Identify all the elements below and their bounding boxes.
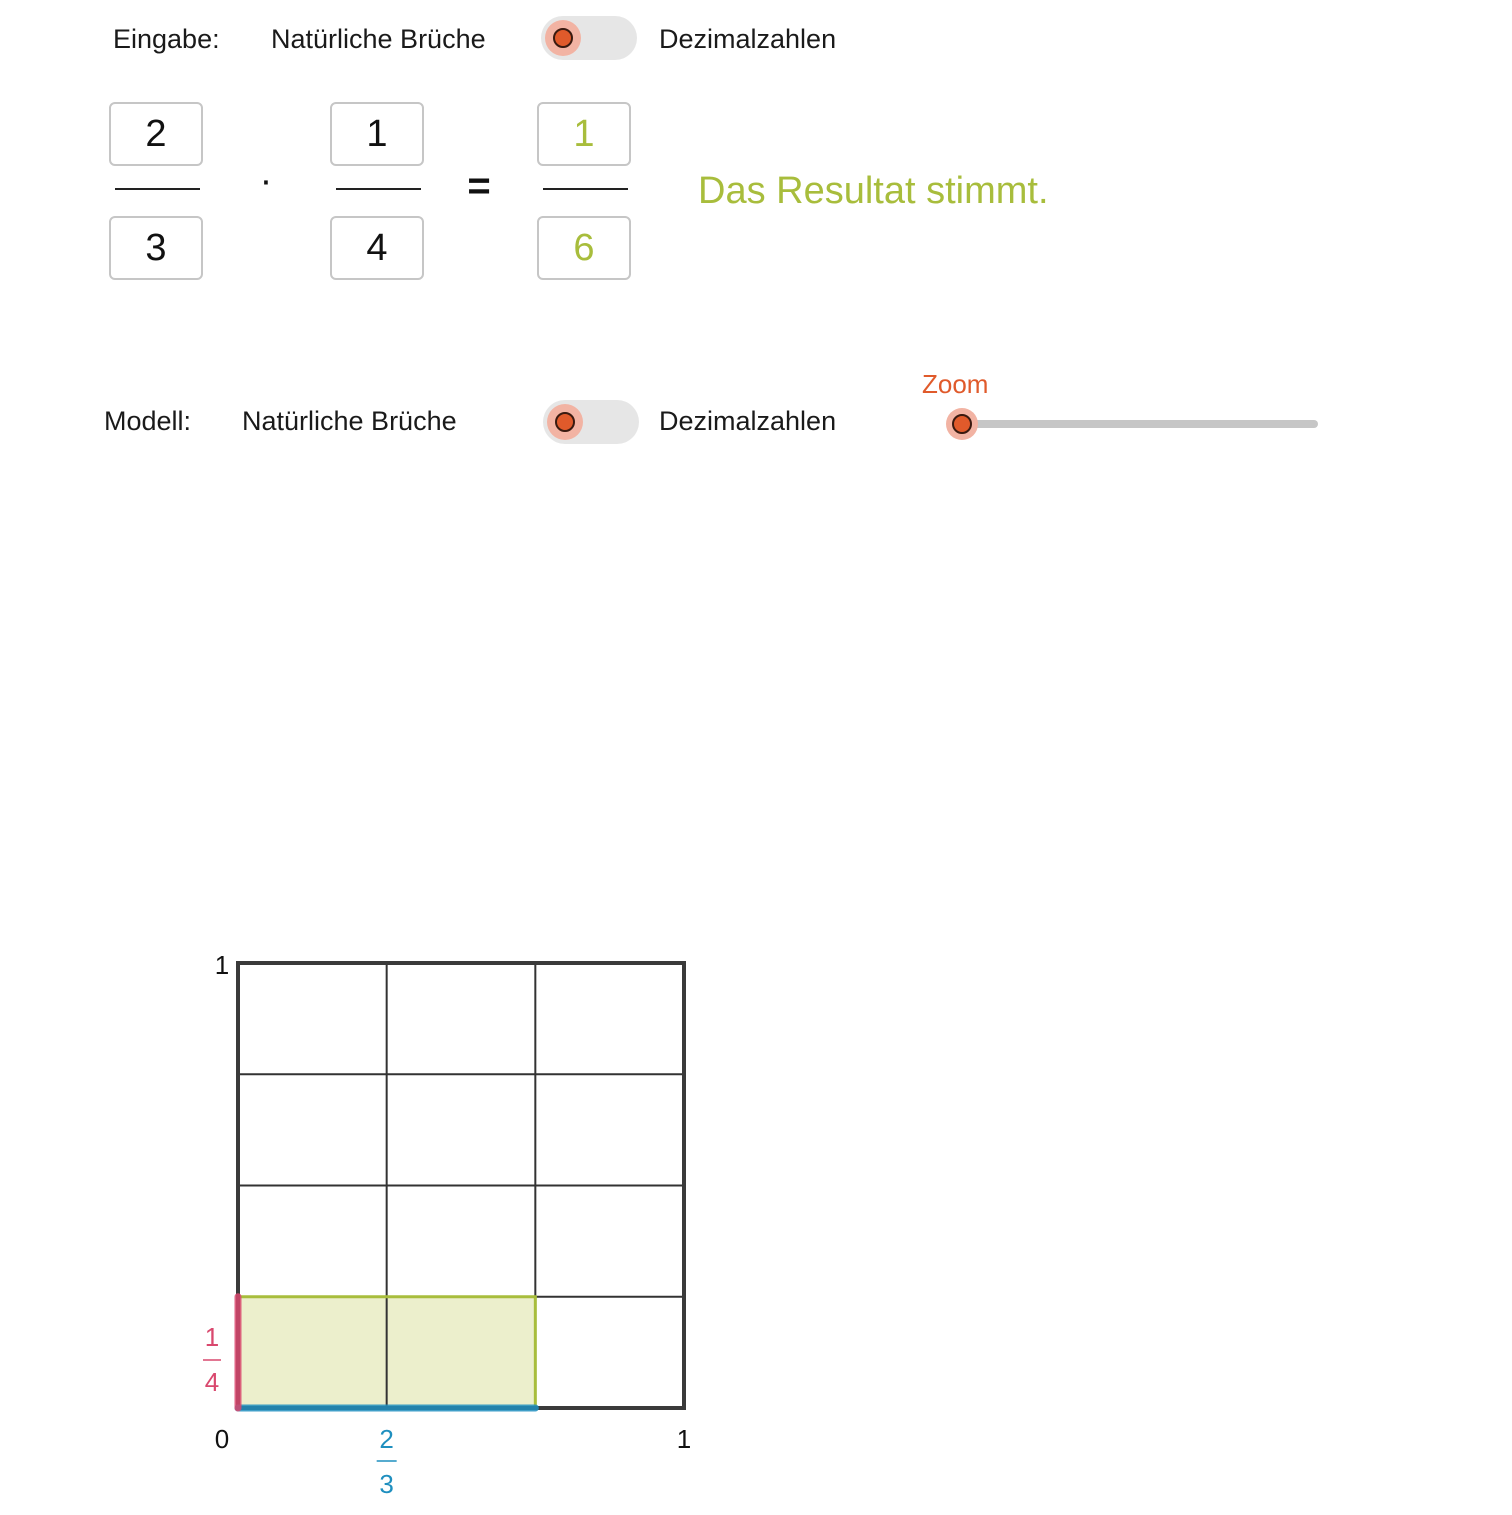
factor-b-numerator-input[interactable]: 1	[330, 102, 424, 166]
model-option-decimals[interactable]: Dezimalzahlen	[659, 406, 837, 436]
model-label: Modell:	[104, 406, 192, 436]
model-option-natural-fractions[interactable]: Natürliche Brüche	[242, 406, 457, 436]
y-axis-label-one: 1	[214, 950, 230, 980]
equals-sign: =	[467, 164, 491, 208]
input-option-decimals[interactable]: Dezimalzahlen	[659, 24, 837, 54]
input-label: Eingabe:	[113, 24, 220, 54]
result-feedback: Das Resultat stimmt.	[698, 170, 1049, 212]
x-fraction-numerator: 2	[379, 1424, 394, 1454]
y-fraction-numerator: 1	[204, 1322, 220, 1352]
x-fraction-denominator: 3	[379, 1469, 394, 1499]
result-numerator-input[interactable]: 1	[537, 102, 631, 166]
factor-b-denominator-input[interactable]: 4	[330, 216, 424, 280]
zoom-label: Zoom	[922, 369, 989, 399]
x-axis-label-one: 1	[676, 1424, 692, 1454]
multiply-operator: ·	[259, 160, 273, 202]
origin-label: 0	[214, 1424, 230, 1454]
input-option-natural-fractions[interactable]: Natürliche Brüche	[271, 24, 486, 54]
factor-a-numerator-input[interactable]: 2	[109, 102, 203, 166]
y-fraction-denominator: 4	[204, 1367, 220, 1397]
result-denominator-input[interactable]: 6	[537, 216, 631, 280]
factor-a-denominator-input[interactable]: 3	[109, 216, 203, 280]
